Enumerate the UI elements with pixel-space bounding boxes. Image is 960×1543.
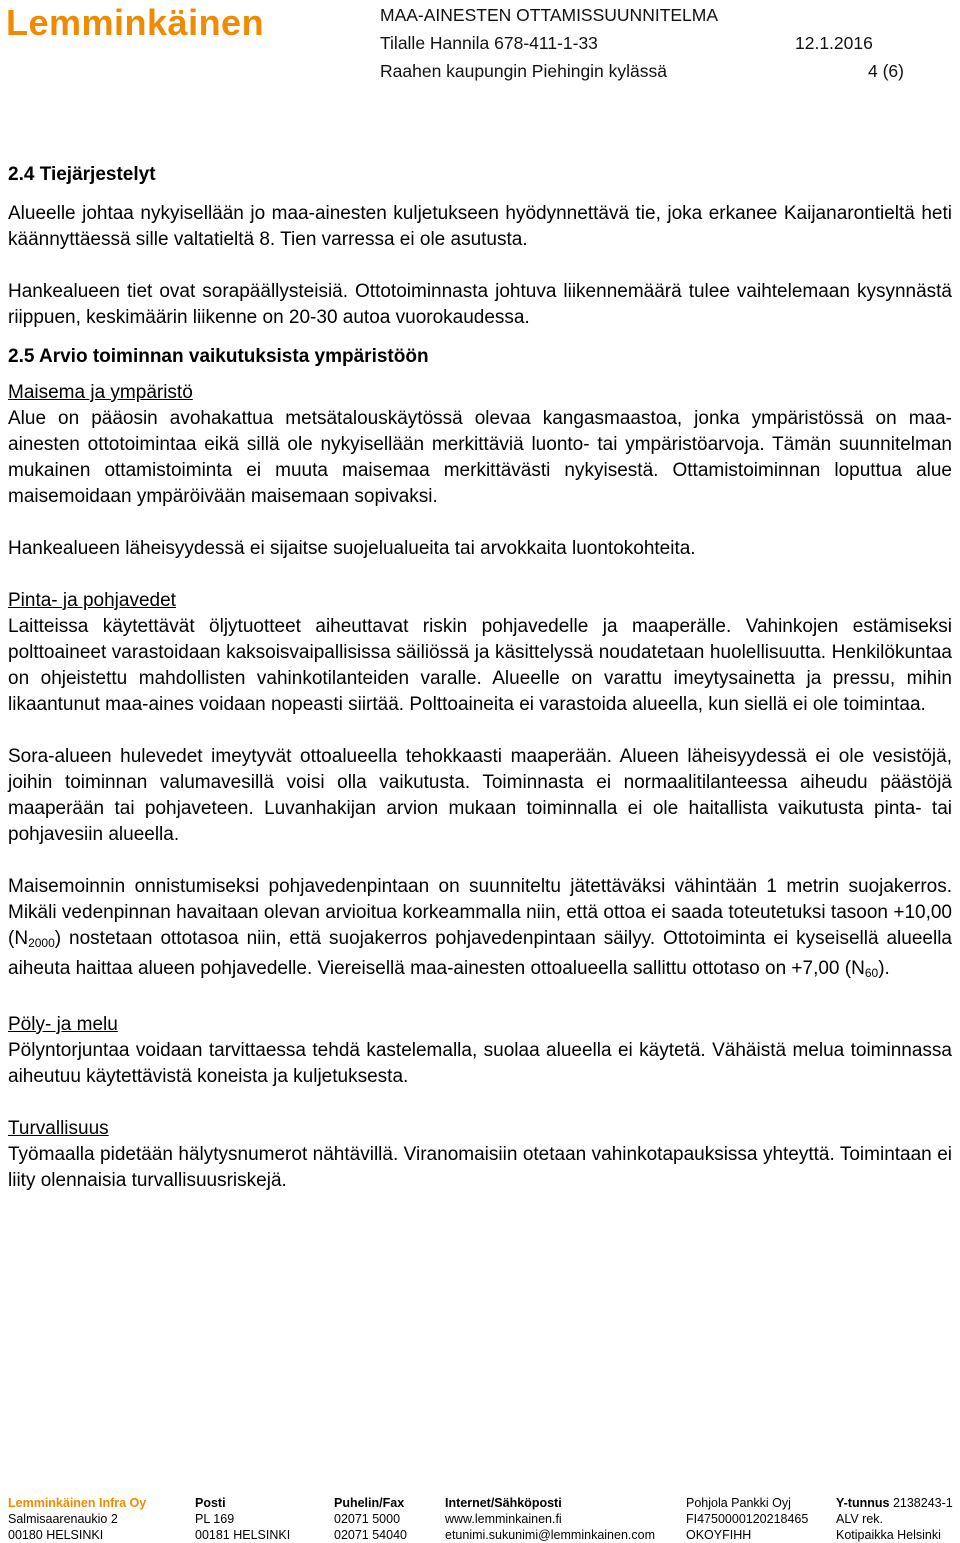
footer-address-2: 00180 HELSINKI <box>8 1528 104 1542</box>
subheading-safety: Turvallisuus <box>8 1118 109 1139</box>
footer-phone-label: Puhelin/Fax <box>334 1496 405 1510</box>
paragraph-oil-risk: Laitteissa käytettävät öljytuotteet aiheuttavat riskin pohjavedelle ja maaperälle. Vahinkojen estämiseksi polttoaineet varastoidaan kaksoisvaipallisissa säiliössä ja käsittelyssä noudatetaan huolellisuutta. Henkilökuntaa on ohjeistettu mahdollisten vahinkotilanteiden varalle. Alueelle on varattu imeytysainetta ja pressu, mihin likaantunut maa-aines voidaan nopeasti siirtää. Polttoaineita ei varastoida alueella, kun siellä ei ole toimintaa. <box>8 616 952 715</box>
footer-alv: ALV rek. <box>836 1512 884 1526</box>
paragraph-protected-areas: Hankealueen läheisyydessä ei sijaitse suojelualueita tai arvokkaita luontokohteita. <box>8 538 696 559</box>
footer-posti-2: 00181 HELSINKI <box>195 1528 291 1542</box>
footer-bank-iban: FI4750000120218465 <box>686 1512 809 1526</box>
paragraph-road-traffic: Hankealueen tiet ovat sorapäällysteisiä. Ottotoiminnasta johtuva liikennemäärä tulee vaihtelemaan kysynnästä riippuen, keskimäärin liikenne on 20-30 autoa vuorokaudessa. <box>8 281 952 328</box>
footer-posti-1: PL 169 <box>195 1512 235 1526</box>
document-date: 12.1.2016 <box>795 33 873 53</box>
paragraph-groundwater-level: Maisemoinnin onnistumiseksi pohjavedenpintaan on suunniteltu jätettäväksi vähintään 1 metrin suojakerros. Mikäli vedenpinnan havaitaan olevan arvioitua korkeammalla niin, että ottoa ei saada toteutetuksi tasoon +10,00 $(N_{2000})$ nostetaan ottotasoa niin, että suojakerros pohjavedenpintaan säilyy. Ottotoiminta ei kyseisellä alueella aiheuta haittaa alueen pohjavedelle. Viereisellä maa-ainesten ottoalueella sallittu ottotaso on +7,00 $(N_{60})$. <box>8 876 952 980</box>
footer-domicile: Kotipaikka Helsinki <box>836 1528 941 1542</box>
section-heading-2-4: 2.4 Tiejärjestelyt <box>8 164 156 185</box>
paragraph-road-access: Alueelle johtaa nykyisellään jo maa-ainesten kuljetukseen hyödynnettävä tie, joka erkanee Kaijanarontieltä heti käännyttäessä sille valtatieltä 8. Tien varressa ei ole asutusta. <box>8 203 952 250</box>
footer-ytunnus-label: Y-tunnus <box>836 1496 890 1510</box>
footer-bank-label: Pohjola Pankki Oyj <box>686 1496 791 1510</box>
paragraph-stormwater: Sora-alueen hulevedet imeytyvät ottoalueella tehokkaasti maaperään. Alueen läheisyydessä ei ole vesistöjä, joihin toiminnan valumavesillä voisi olla vaikutusta. Toiminnasta ei normaalitilanteessa aiheudu päästöjä maaperään tai pohjaveteen. Luvanhakijan arvion mukaan toiminnalla ei ole haitallista vaikutusta pinta- tai pohjavesiin alueella. <box>8 746 952 845</box>
footer-posti-label: Posti <box>195 1496 226 1510</box>
section-heading-2-5: 2.5 Arvio toiminnan vaikutuksista ympäristöön <box>8 346 429 367</box>
footer-company: Lemminkäinen Infra Oy <box>8 1496 147 1510</box>
footer-bank-bic: OKOYFIHH <box>686 1528 752 1542</box>
paragraph-landscape: Alue on pääosin avohakattua metsätalouskäytössä olevaa kangasmaastoa, jonka ympäristössä on maa-ainesten ottotoimintaa eikä sillä ole nykyisellään merkittäviä luonto- tai ympäristöarvoja. Tämän suunnitelman mukainen ottamistoiminta ei muuta maisemaa merkittävästi nykyisestä. Ottamistoiminnan loputtua alue maisemoidaan ympäröivään maisemaan sopivaksi. <box>8 408 952 507</box>
paragraph-safety: Työmaalla pidetään hälytysnumerot nähtävillä. Viranomaisiin otetaan vahinkotapauksissa yhteyttä. Toimintaan ei liity olennaisia turvallisuusriskejä. <box>8 1144 952 1191</box>
property-id: Tilalle Hannila 678-411-1-33 <box>380 33 598 53</box>
subheading-waters: Pinta- ja pohjavedet <box>8 590 176 611</box>
footer-phone-1: 02071 5000 <box>334 1512 401 1526</box>
document-title: MAA-AINESTEN OTTAMISSUUNNITELMA <box>380 5 719 25</box>
subheading-dust-noise: Pöly- ja melu <box>8 1014 118 1035</box>
document-body <box>8 162 952 1194</box>
subheading-landscape: Maisema ja ympäristö <box>8 382 193 403</box>
company-logo: Lemminkäinen <box>6 2 265 43</box>
footer-phone-2: 02071 54040 <box>334 1528 407 1542</box>
footer-address-1: Salmisaarenaukio 2 <box>8 1512 118 1526</box>
footer-web-link[interactable]: www.lemminkainen.fi <box>445 1512 562 1526</box>
paragraph-dust-noise: Pölyntorjuntaa voidaan tarvittaessa tehdä kastelemalla, suolaa alueella ei käytetä. Vähäistä melua toiminnassa aiheutuu käytettävistä koneista ja kuljetuksesta. <box>8 1040 952 1087</box>
location-text: Raahen kaupungin Piehingin kylässä <box>380 61 668 81</box>
footer-email-link[interactable]: etunimi.sukunimi@lemminkainen.com <box>445 1528 655 1542</box>
footer-web-label: Internet/Sähköposti <box>445 1496 562 1510</box>
footer-ytunnus-value: 2138243-1 <box>892 1496 953 1510</box>
page-number: 4 (6) <box>868 61 904 81</box>
